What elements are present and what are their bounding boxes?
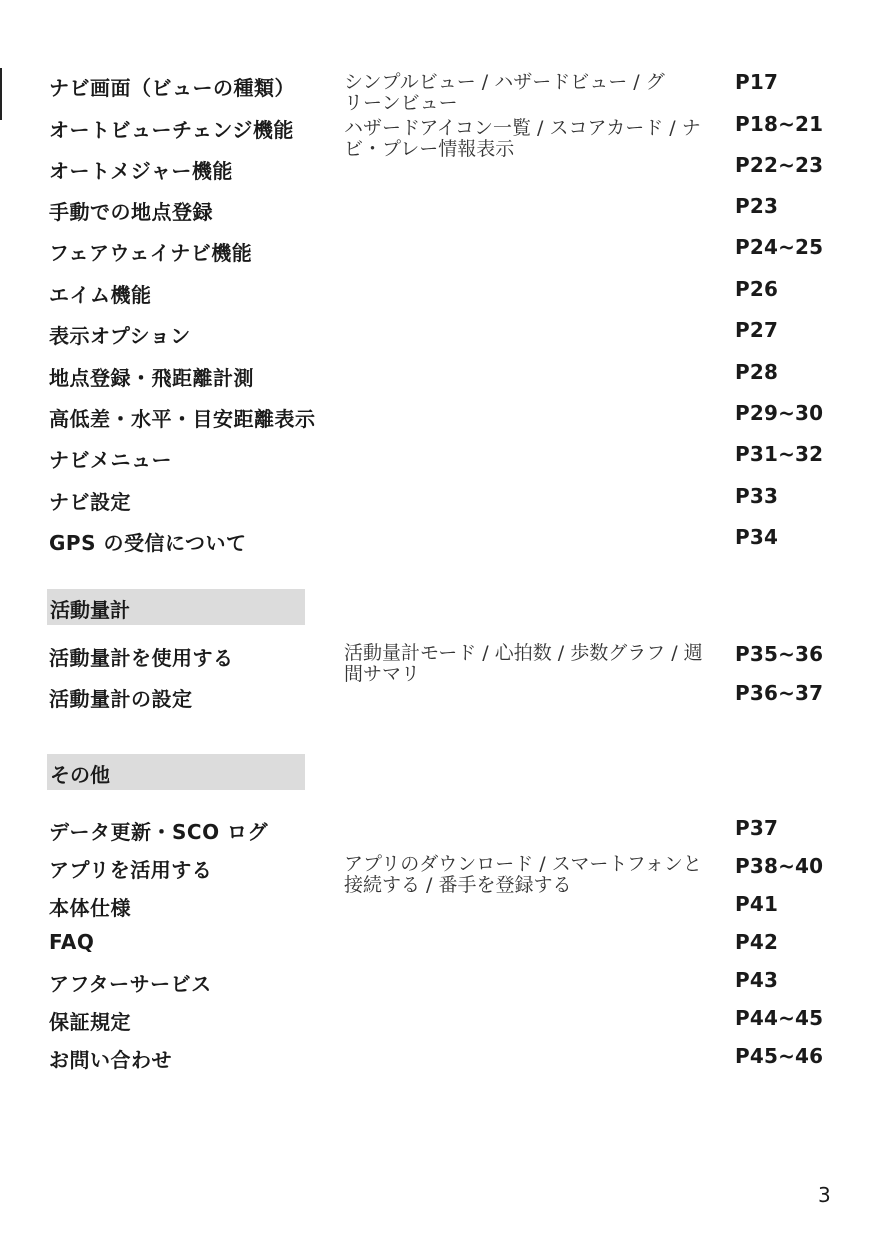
toc-entry-title[interactable]: オートメジャー機能 bbox=[49, 159, 233, 183]
toc-entry-page[interactable]: P22~23 bbox=[735, 153, 824, 177]
toc-entry-title[interactable]: アプリを活用する bbox=[49, 858, 213, 882]
toc-entry-page[interactable]: P33 bbox=[735, 484, 779, 508]
toc-entry-title[interactable]: オートビューチェンジ機能 bbox=[49, 118, 294, 142]
toc-entry-title[interactable]: GPS の受信について bbox=[49, 531, 247, 555]
toc-description: 活動量計モード / 心拍数 / 歩数グラフ / 週間サマリ bbox=[344, 642, 703, 685]
toc-entry-title[interactable]: 本体仕様 bbox=[49, 896, 131, 920]
toc-description: ハザードアイコン一覧 / スコアカード / ナビ・プレー情報表示 bbox=[344, 117, 701, 160]
toc-entry-page[interactable]: P17 bbox=[735, 70, 779, 94]
toc-entry-title[interactable]: フェアウェイナビ機能 bbox=[49, 241, 253, 265]
toc-entry-page[interactable]: P41 bbox=[735, 892, 779, 916]
toc-entry-page[interactable]: P28 bbox=[735, 360, 779, 384]
toc-entry-title[interactable]: 高低差・水平・目安距離表示 bbox=[49, 407, 316, 431]
toc-entry-page[interactable]: P23 bbox=[735, 194, 779, 218]
toc-entry-page[interactable]: P36~37 bbox=[735, 681, 824, 705]
toc-entry-page[interactable]: P42 bbox=[735, 930, 779, 954]
toc-entry-page[interactable]: P44~45 bbox=[735, 1006, 824, 1030]
toc-entry-title[interactable]: ナビメニュー bbox=[49, 448, 172, 472]
toc-entry-page[interactable]: P43 bbox=[735, 968, 779, 992]
toc-entry-page[interactable]: P37 bbox=[735, 816, 779, 840]
toc-entry-page[interactable]: P34 bbox=[735, 525, 779, 549]
toc-entry-page[interactable]: P18~21 bbox=[735, 112, 824, 136]
toc-entry-title[interactable]: 手動での地点登録 bbox=[49, 200, 213, 224]
toc-description: アプリのダウンロード / スマートフォンと接続する / 番手を登録する bbox=[344, 853, 702, 896]
toc-entry-title[interactable]: ナビ画面（ビューの種類） bbox=[49, 76, 295, 100]
toc-entry-page[interactable]: P27 bbox=[735, 318, 779, 342]
toc-entry-title[interactable]: 活動量計の設定 bbox=[49, 687, 193, 711]
toc-entry-title[interactable]: 活動量計を使用する bbox=[49, 646, 234, 670]
toc-entry-title[interactable]: FAQ bbox=[49, 930, 95, 954]
margin-mark bbox=[0, 68, 2, 120]
section-header-label: その他 bbox=[50, 763, 110, 787]
toc-entry-title[interactable]: お問い合わせ bbox=[49, 1048, 172, 1072]
toc-entry-page[interactable]: P38~40 bbox=[735, 854, 824, 878]
toc-entry-title[interactable]: 表示オプション bbox=[49, 324, 191, 348]
toc-entry-page[interactable]: P29~30 bbox=[735, 401, 824, 425]
page-number: 3 bbox=[818, 1183, 831, 1207]
toc-entry-page[interactable]: P26 bbox=[735, 277, 779, 301]
toc-entry-title[interactable]: 保証規定 bbox=[49, 1010, 131, 1034]
toc-entry-page[interactable]: P24~25 bbox=[735, 235, 824, 259]
section-header-other bbox=[47, 754, 305, 790]
section-header-label: 活動量計 bbox=[50, 598, 130, 622]
toc-entry-page[interactable]: P31~32 bbox=[735, 442, 824, 466]
toc-entry-page[interactable]: P35~36 bbox=[735, 642, 824, 666]
toc-entry-title[interactable]: 地点登録・飛距離計測 bbox=[49, 366, 254, 390]
toc-entry-page[interactable]: P45~46 bbox=[735, 1044, 824, 1068]
section-header-activity bbox=[47, 589, 305, 625]
toc-entry-title[interactable]: ナビ設定 bbox=[49, 490, 131, 514]
toc-entry-title[interactable]: データ更新・SCO ログ bbox=[49, 820, 269, 844]
toc-entry-title[interactable]: アフターサービス bbox=[49, 972, 212, 996]
toc-description: シンプルビュー / ハザードビュー / グリーンビュー bbox=[344, 71, 665, 114]
toc-entry-title[interactable]: エイム機能 bbox=[49, 283, 152, 307]
